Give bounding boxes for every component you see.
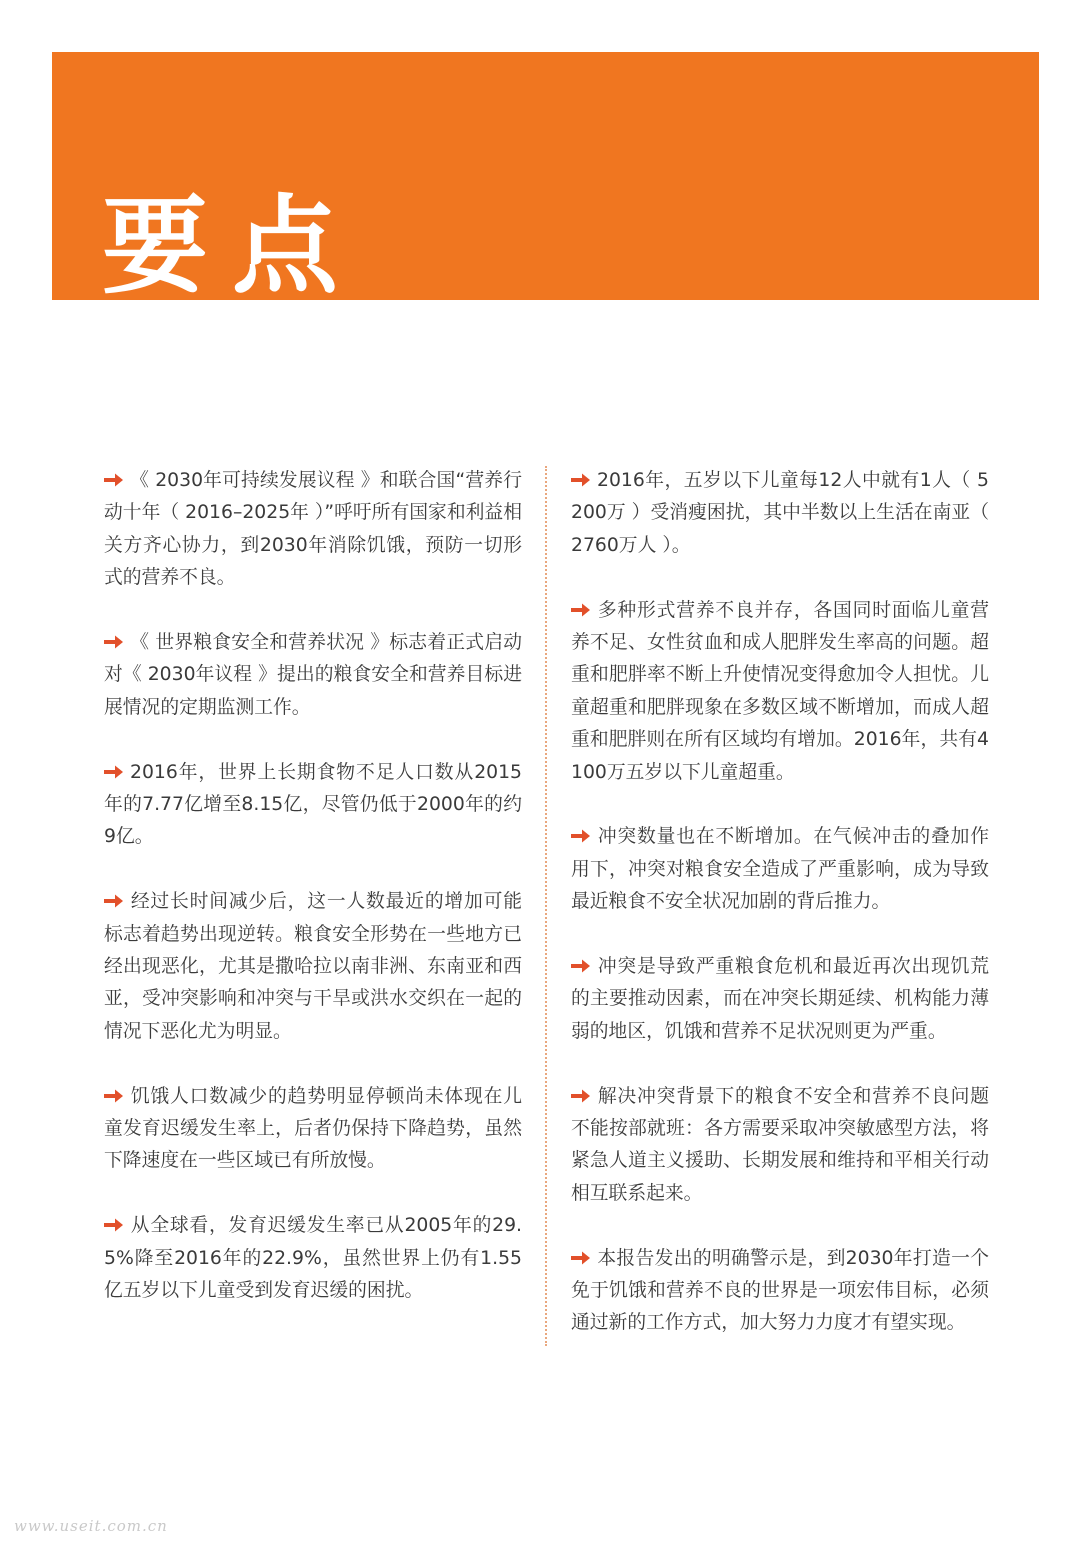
right-arrow-icon [104, 893, 128, 909]
key-point [571, 595, 989, 789]
key-point [104, 1210, 522, 1307]
header-banner [52, 52, 1039, 300]
right-arrow-icon [571, 828, 595, 844]
key-point-text: 多种形式营养不良并存，各国同时面临儿童营养不足、女性贫血和成人肥胖发生率高的问题。超重和肥胖率不断上升使情况变得愈加令人担忧。儿童超重和肥胖现象在多数区域不断增加，而成人超重和肥胖则在所有区域均有增加。2016年，共有4100万五岁以下儿童超重。 [571, 599, 989, 783]
right-arrow-icon [571, 958, 595, 974]
key-point-text: 从全球看，发育迟缓发生率已从2005年的29.5%降至2016年的22.9%，虽然世界上仍有1.55亿五岁以下儿童受到发育迟缓的困扰。 [104, 1215, 522, 1302]
right-arrow-icon [104, 472, 128, 488]
key-point [104, 886, 522, 1048]
left-column [104, 465, 522, 1340]
right-arrow-icon [104, 764, 128, 780]
right-column [571, 465, 989, 1372]
key-point-text: 冲突是导致严重粮食危机和最近再次出现饥荒的主要推动因素，而在冲突长期延续、机构能力薄弱的地区，饥饿和营养不足状况则更为严重。 [571, 956, 989, 1042]
right-arrow-icon [571, 602, 595, 618]
key-point [104, 627, 522, 724]
key-point-text: 冲突数量也在不断增加。在气候冲击的叠加作用下，冲突对粮食安全造成了严重影响，成为导致最近粮食不安全状况加剧的背后推力。 [571, 826, 989, 913]
key-point [571, 951, 989, 1048]
key-point-text: 《 世界粮食安全和营养状况 》标志着正式启动对《 2030年议程 》提出的粮食安全和营养目标进展情况的定期监测工作。 [104, 632, 522, 718]
key-point-text: 2016年，世界上长期食物不足人口数从2015年的7.77亿增至8.15亿，尽管仍低于2000年的约9亿。 [104, 761, 522, 848]
key-point-text: 饥饿人口数减少的趋势明显停顿尚未体现在儿童发育迟缓发生率上，后者仍保持下降趋势，虽然下降速度在一些区域已有所放慢。 [104, 1085, 522, 1172]
right-arrow-icon [104, 634, 128, 650]
key-point [104, 465, 522, 595]
column-divider [545, 466, 547, 1346]
key-point-text: 本报告发出的明确警示是，到2030年打造一个免于饥饿和营养不良的世界是一项宏伟目标，必须通过新的工作方式，加大努力力度才有望实现。 [571, 1247, 989, 1334]
watermark: www.useit.com.cn [14, 1517, 168, 1535]
key-point-text: 经过长时间减少后，这一人数最近的增加可能标志着趋势出现逆转。粮食安全形势在一些地方已经出现恶化，尤其是撒哈拉以南非洲、东南亚和西亚，受冲突影响和冲突与干旱或洪水交织在一起的情况下恶化尤为明显。 [104, 891, 522, 1042]
key-point [104, 757, 522, 854]
right-arrow-icon [104, 1217, 128, 1233]
page-title: 要点 [102, 185, 362, 300]
key-point-text: 解决冲突背景下的粮食不安全和营养不良问题不能按部就班：各方需要采取冲突敏感型方法，将紧急人道主义援助、长期发展和维持和平相关行动相互联系起来。 [571, 1085, 989, 1204]
key-point [571, 821, 989, 918]
key-point [571, 465, 989, 562]
key-point-text: 《 2030年可持续发展议程 》和联合国“营养行动十年（ 2016–2025年 ）”呼吁所有国家和利益相关方齐心协力，到2030年消除饥饿，预防一切形式的营养不良。 [104, 470, 522, 589]
key-point [571, 1243, 989, 1340]
key-point [571, 1081, 989, 1211]
right-arrow-icon [104, 1088, 128, 1104]
key-point [104, 1081, 522, 1178]
right-arrow-icon [571, 1250, 595, 1266]
key-point-text: 2016年，五岁以下儿童每12人中就有1人（ 5200万 ）受消瘦困扰，其中半数以上生活在南亚（ 2760万人 ）。 [571, 470, 989, 556]
right-arrow-icon [571, 472, 595, 488]
right-arrow-icon [571, 1088, 595, 1104]
